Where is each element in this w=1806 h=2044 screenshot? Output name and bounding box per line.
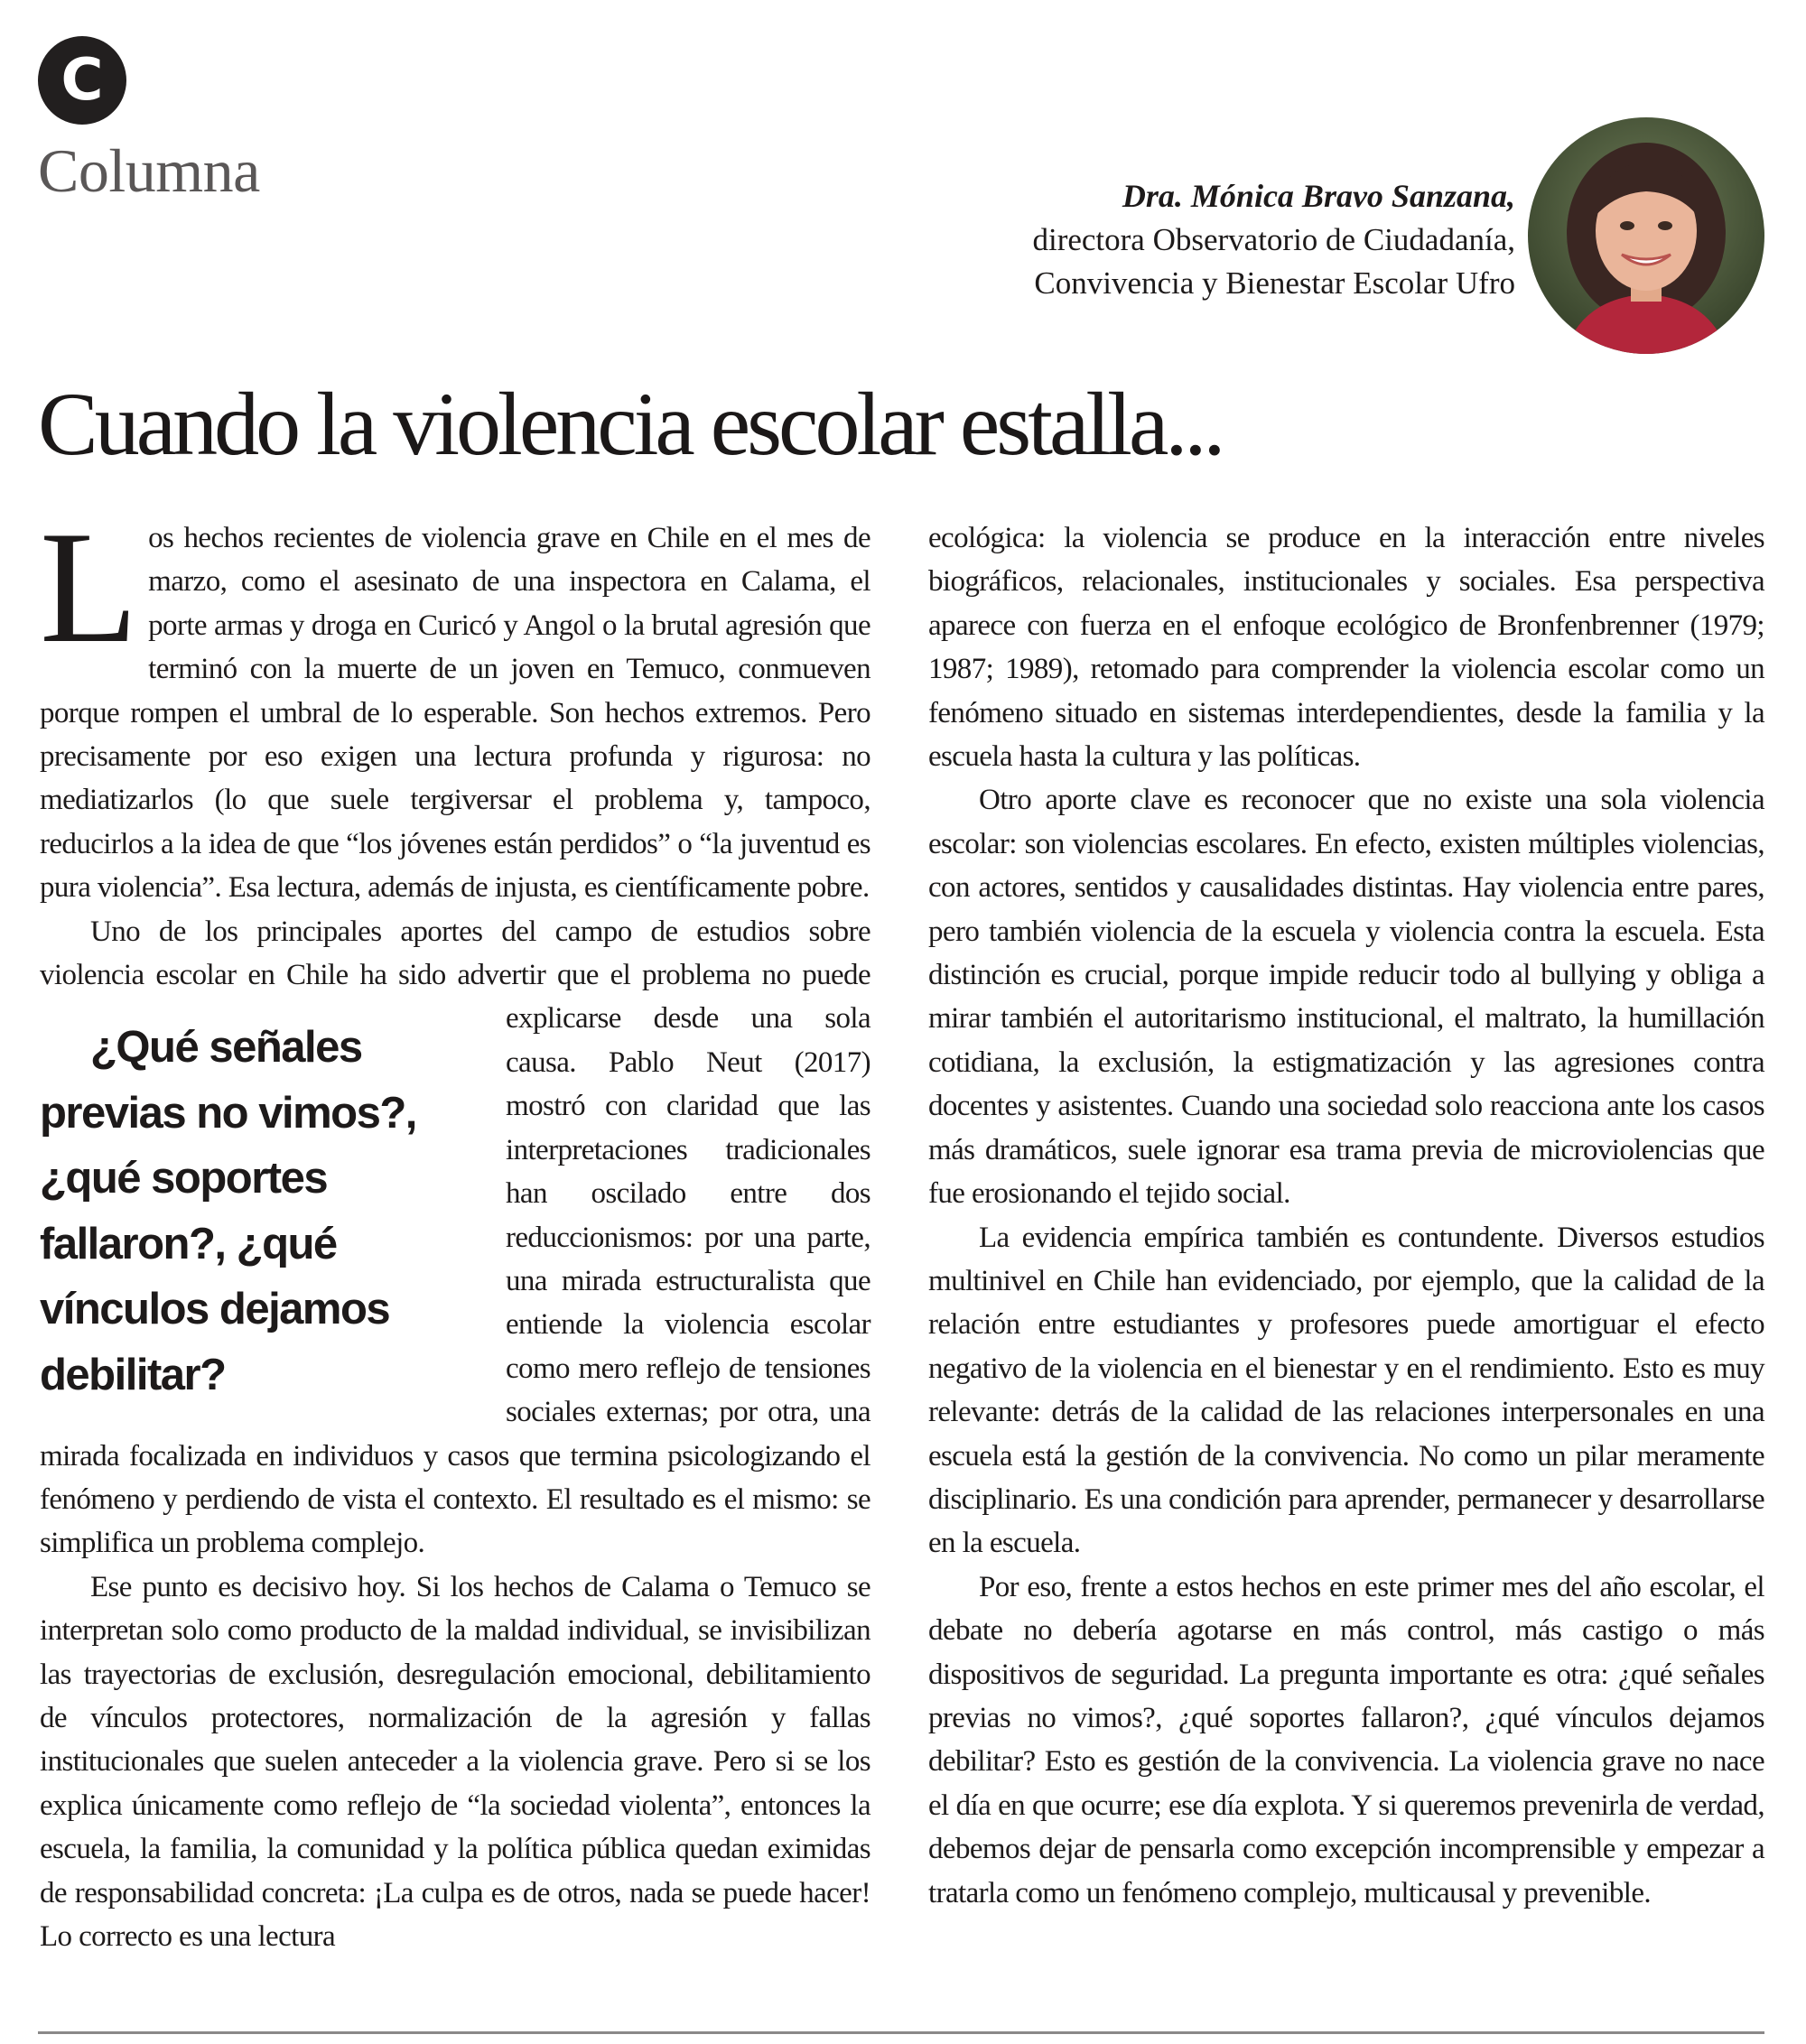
article-paragraph-5: Otro aporte clave es reconocer que no existe una sola violencia escolar: son violencias escolares. En efecto, existen múltiples violencias, con actores, sentidos y causalidades distintas. Hay violencia entre pares, pero también violencia de la escuela y violencia contra la escuela. Esta distinción es crucial, porque impide reducir todo al bullying y obliga a mirar también el autoritarismo institucional, el maltrato, la humillación cotidiana, la exclusión, la estigmatización y las agresiones contra docentes y asistentes. Cuando una sociedad solo reacciona ante los casos más dramáticos, suele ignorar esa trama previa de microviolencias que fue erosionando el tejido social.: [928, 784, 1764, 1211]
author-name: Dra. Mónica Bravo Sanzana,: [1122, 178, 1515, 214]
article-headline: Cuando la violencia escolar estalla...: [38, 374, 1223, 474]
article-paragraph-3: Ese punto es decisivo hoy. Si los hechos de Calama o Temuco se interpretan solo como producto de la maldad individual, se invisibilizan las trayectorias de exclusión, desregulación emocional, debilitamiento de vínculos protectores, normalización de la agresión y fallas institucionales que suelen anteceder a la violencia grave. Pero si se los explica únicamente como reflejo de “la sociedad violenta”, entonces la escuela, la familia, la comunidad y la política pública quedan eximidas de responsabilidad concreta: ¡La culpa es de otros, nada se puede hacer! Lo correcto es una lectura: [40, 1570, 870, 1953]
article-paragraph-2: Uno de los principales aportes del campo de estudios sobre violencia escolar en Chile ha sido advertir que el problema no ¿Qué señales previas no vimos?, ¿qué soportes fallaron?, ¿qué vínculos dejamos debilitar? puede explicarse desde una sola causa. Pablo Neut (2017) mostró con claridad que las interpretaciones tradicionales han oscilado entre dos reduccionismos: por una parte, una mirada estructuralista que entiende la violencia escolar como mero reflejo de tensiones sociales externas; por otra, una mirada focalizada en individuos y casos que termina psicologizando el fenómeno y perdiendo de vista el contexto. El resultado es el mismo: se simplifica un problema complejo.: [40, 915, 870, 1560]
bottom-divider: [38, 2031, 1764, 2034]
section-label: Columna: [38, 136, 260, 205]
article-paragraph-6: La evidencia empírica también es contundente. Diversos estudios multinivel en Chile han evidenciado, por ejemplo, que la calidad de la relación entre estudiantes y profesores puede amortiguar el efecto negativo de la violencia en el bienestar y en el rendimiento. Esto es muy relevante: detrás de la calidad de las relaciones interpersonales en una escuela está la gestión de la convivencia. No como un pilar meramente disciplinario. Es una condición para aprender, permanecer y desarrollarse en la escuela.: [928, 1221, 1764, 1560]
drop-cap: L: [40, 497, 138, 676]
byline: [829, 173, 1515, 305]
author-role-line2: Convivencia y Bienestar Escolar Ufro: [1034, 265, 1515, 301]
author-photo: [1528, 117, 1764, 354]
pull-quote: ¿Qué señales previas no vimos?, ¿qué soportes fallaron?, ¿qué vínculos dejamos debilitar?: [40, 1023, 416, 1399]
article-paragraph-7: Por eso, frente a estos hechos en este primer mes del año escolar, el debate no debería agotarse en más control, más castigo o más dispositivos de seguridad. La pregunta importante es otra: ¿qué señales previas no vimos?, ¿qué soportes fallaron?, ¿qué vínculos dejamos debilitar? Esto es gestión de la convivencia. La violencia grave no nace el día en que ocurre; ese día explota. Y si queremos prevenirla de verdad, debemos dejar de pensarla como excepción incomprensible y empezar a tratarla como un fenómeno complejo, multicausal y prevenible.: [928, 1570, 1764, 1909]
author-role-line1: directora Observatorio de Ciudadanía,: [1032, 222, 1515, 257]
article-paragraph-4: ecológica: la violencia se produce en la interacción entre niveles biográficos, relacionales, institucionales y sociales. Esa perspectiva aparece con fuerza en el enfoque ecológico de Bronfenbrenner (1979; 1987; 1989), retomado para comprender la violencia escolar como un fenómeno situado en sistemas interdependientes, desde la familia y la escuela hasta la cultura y las políticas.: [928, 522, 1764, 774]
article-paragraph-1: Los hechos recientes de violencia grave en Chile en el mes de marzo, como el asesinato de una inspectora en Calama, el porte armas y droga en Curicó y Angol o la brutal agresión que terminó con la muerte de un joven en Temuco, conmueven porque rompen el umbral de lo esperable. Son hechos extremos. Pero precisamente por eso exigen una lectura profunda y rigurosa: no mediatizarlos (lo que suele tergiversar el problema y, tampoco, reducirlos a la idea de que “los jóvenes están perdidos” o “la juventud es pura violencia”. Esa lectura, además de injusta, es científicamente pobre.: [40, 497, 870, 905]
article-column-left: [40, 497, 870, 1958]
section-logo: C: [38, 36, 126, 125]
author-portrait-icon: [1528, 117, 1764, 354]
article-column-right: [928, 516, 1764, 1915]
